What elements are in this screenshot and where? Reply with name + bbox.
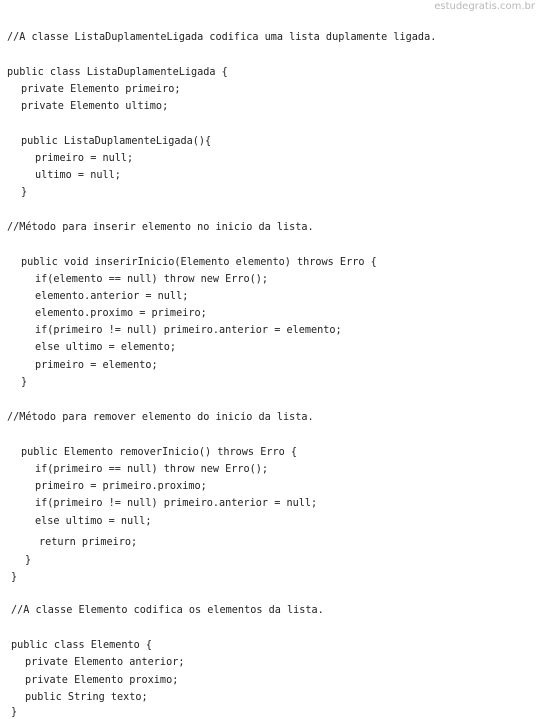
code-line: //Método para remover elemento do inicio da lista. xyxy=(7,412,314,423)
code-line: private Elemento ultimo; xyxy=(21,101,169,112)
code-line: public String texto; xyxy=(25,692,148,703)
code-line: private Elemento anterior; xyxy=(25,657,185,668)
code-line: } xyxy=(25,555,32,566)
code-line: primeiro = null; xyxy=(35,153,134,164)
site-watermark: estudegratis.com.br xyxy=(434,1,535,12)
code-line: public ListaDuplamenteLigada(){ xyxy=(21,136,212,147)
code-line: } xyxy=(21,187,28,198)
code-line: primeiro = primeiro.proximo; xyxy=(35,481,207,492)
code-line: else ultimo = null; xyxy=(35,516,152,527)
code-line: else ultimo = elemento; xyxy=(35,342,177,353)
code-line: } xyxy=(21,377,28,388)
code-line: if(primeiro != null) primeiro.anterior = elemento; xyxy=(35,325,342,336)
code-line: if(primeiro != null) primeiro.anterior = null; xyxy=(35,498,318,509)
code-line: public Elemento removerInicio() throws Erro { xyxy=(21,447,298,458)
code-line: private Elemento primeiro; xyxy=(21,84,181,95)
code-line: elemento.proximo = primeiro; xyxy=(35,308,207,319)
code-line: public class Elemento { xyxy=(11,640,153,651)
code-line: private Elemento proximo; xyxy=(25,675,179,686)
code-line: } xyxy=(11,707,18,718)
code-line: //A classe ListaDuplamenteLigada codifica uma lista duplamente ligada. xyxy=(7,32,437,43)
code-line: primeiro = elemento; xyxy=(35,360,158,371)
code-line: public void inserirInicio(Elemento elemento) throws Erro { xyxy=(21,257,377,268)
code-line: } xyxy=(11,572,18,583)
code-line: //A classe Elemento codifica os elementos da lista. xyxy=(11,605,324,616)
code-line: public class ListaDuplamenteLigada { xyxy=(7,67,228,78)
code-line: ultimo = null; xyxy=(35,170,121,181)
code-line: return primeiro; xyxy=(39,537,138,548)
code-line: //Método para inserir elemento no inicio da lista. xyxy=(7,222,314,233)
code-line: if(elemento == null) throw new Erro(); xyxy=(35,274,269,285)
code-line: if(primeiro == null) throw new Erro(); xyxy=(35,464,269,475)
code-line: elemento.anterior = null; xyxy=(35,291,189,302)
